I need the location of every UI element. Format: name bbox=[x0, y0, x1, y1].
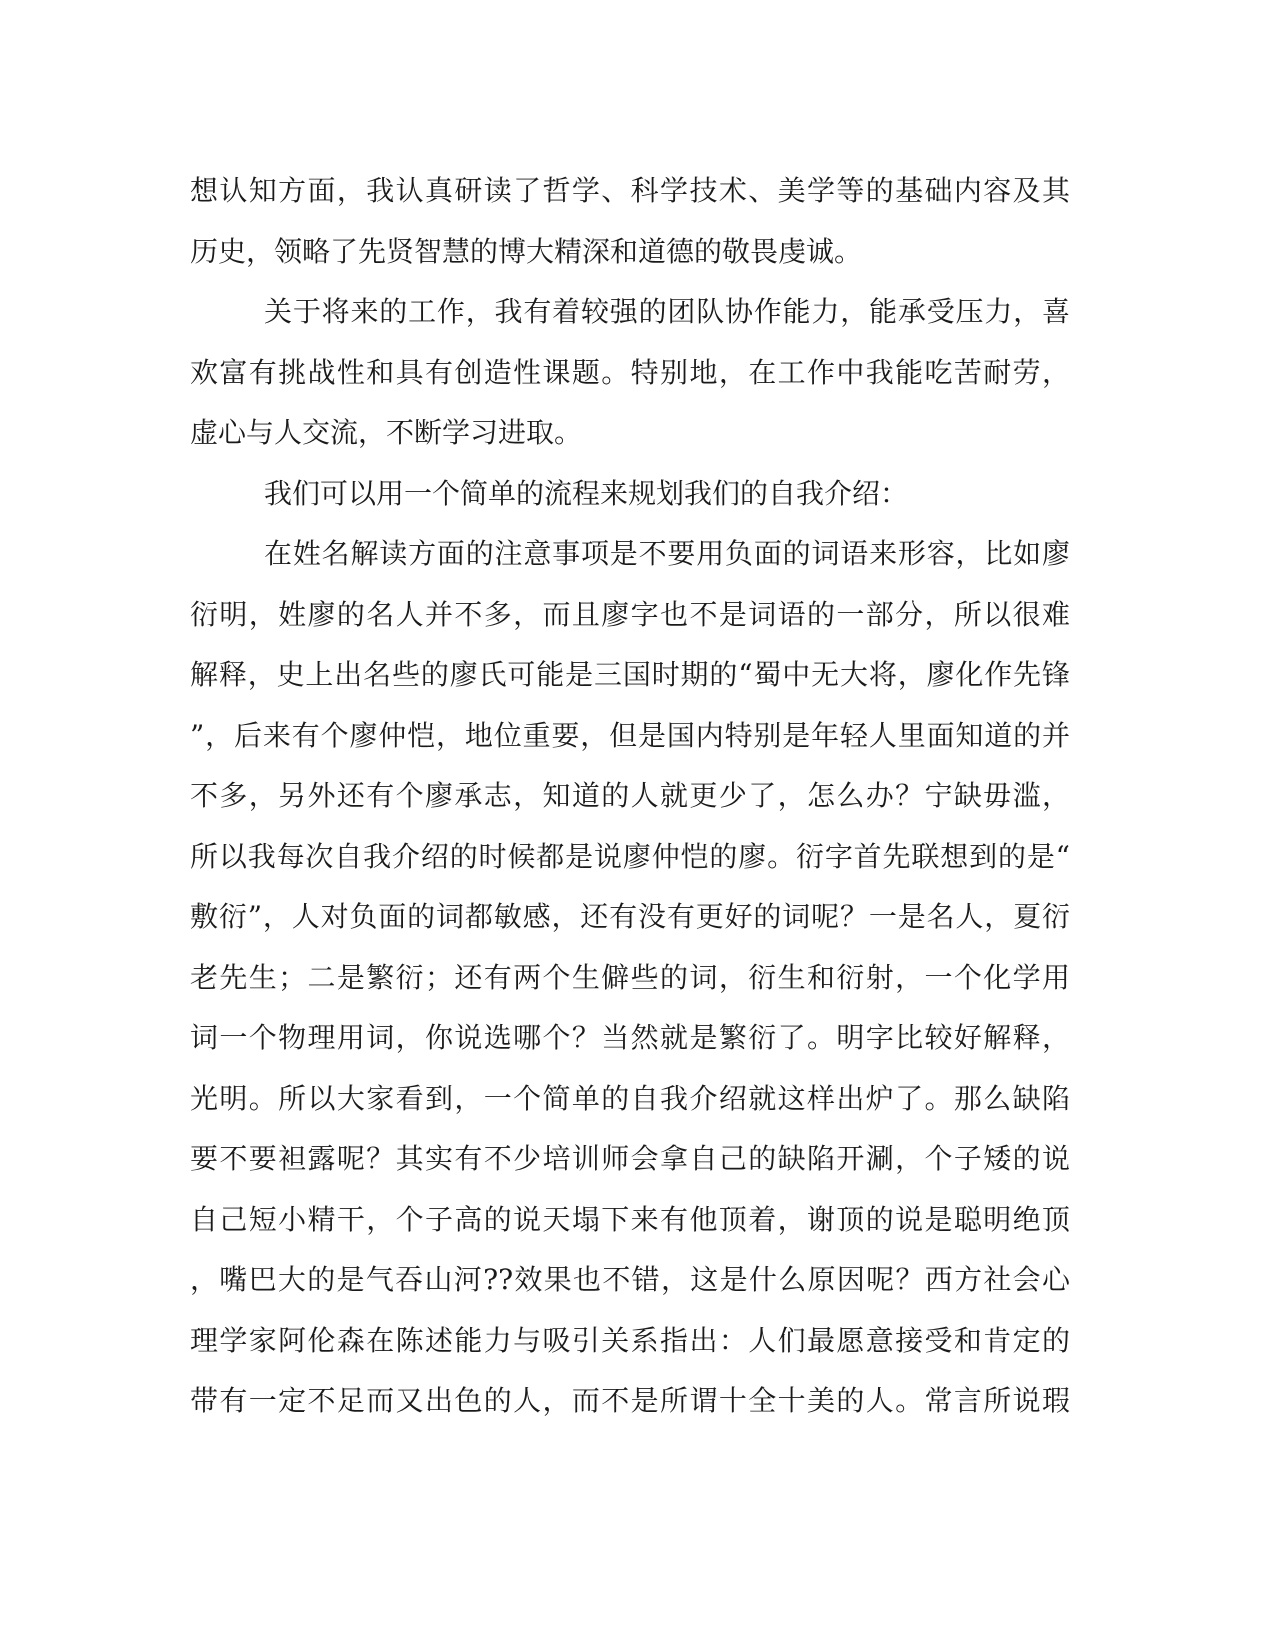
text-line: 不多，另外还有个廖承志，知道的人就更少了，怎么办？宁缺毋滥， bbox=[190, 779, 1070, 812]
text-line: 自己短小精干，个子高的说天塌下来有他顶着，谢顶的说是聪明绝顶 bbox=[190, 1202, 1070, 1236]
text-line: 理学家阿伦森在陈述能力与吸引关系指出：人们最愿意接受和肯定的 bbox=[190, 1323, 1070, 1357]
text-line: 在姓名解读方面的注意事项是不要用负面的词语来形容，比如廖 bbox=[264, 537, 1070, 570]
text-line: 衍明，姓廖的名人并不多，而且廖字也不是词语的一部分，所以很难 bbox=[190, 597, 1070, 631]
text-line: ，嘴巴大的是气吞山河??效果也不错，这是什么原因呢？西方社会心 bbox=[190, 1263, 1070, 1296]
text-line: 解释，史上出名些的廖氏可能是三国时期的“蜀中无大将，廖化作先锋 bbox=[190, 658, 1070, 691]
text-line: 要不要袒露呢？其实有不少培训师会拿自己的缺陷开涮，个子矮的说 bbox=[190, 1142, 1070, 1175]
text-line: 词一个物理用词，你说选哪个？当然就是繁衍了。明字比较好解释， bbox=[190, 1021, 1070, 1054]
text-line: 老先生；二是繁衍；还有两个生僻些的词，衍生和衍射，一个化学用 bbox=[190, 960, 1070, 994]
text-line: 欢富有挑战性和具有创造性课题。特别地，在工作中我能吃苦耐劳， bbox=[190, 355, 1070, 389]
text-line: 想认知方面，我认真研读了哲学、科学技术、美学等的基础内容及其 bbox=[190, 174, 1070, 207]
text-line: 所以我每次自我介绍的时候都是说廖仲恺的廖。衍字首先联想到的是“ bbox=[190, 839, 1070, 873]
text-line: 光明。所以大家看到，一个简单的自我介绍就这样出炉了。那么缺陷 bbox=[190, 1081, 1070, 1115]
text-line: 虚心与人交流，不断学习进取。 bbox=[190, 416, 583, 449]
body-text bbox=[190, 161, 1070, 1432]
text-line: ”，后来有个廖仲恺，地位重要，但是国内特别是年轻人里面知道的并 bbox=[190, 718, 1070, 752]
text-line: 敷衍”，人对负面的词都敏感，还有没有更好的词呢？一是名人，夏衍 bbox=[190, 900, 1070, 933]
text-line: 关于将来的工作，我有着较强的团队协作能力，能承受压力，喜 bbox=[264, 295, 1070, 328]
text-line: 我们可以用一个简单的流程来规划我们的自我介绍： bbox=[264, 476, 909, 510]
text-line: 历史，领略了先贤智慧的博大精深和道德的敬畏虔诚。 bbox=[190, 234, 863, 268]
text-line: 带有一定不足而又出色的人，而不是所谓十全十美的人。常言所说瑕 bbox=[190, 1384, 1070, 1417]
